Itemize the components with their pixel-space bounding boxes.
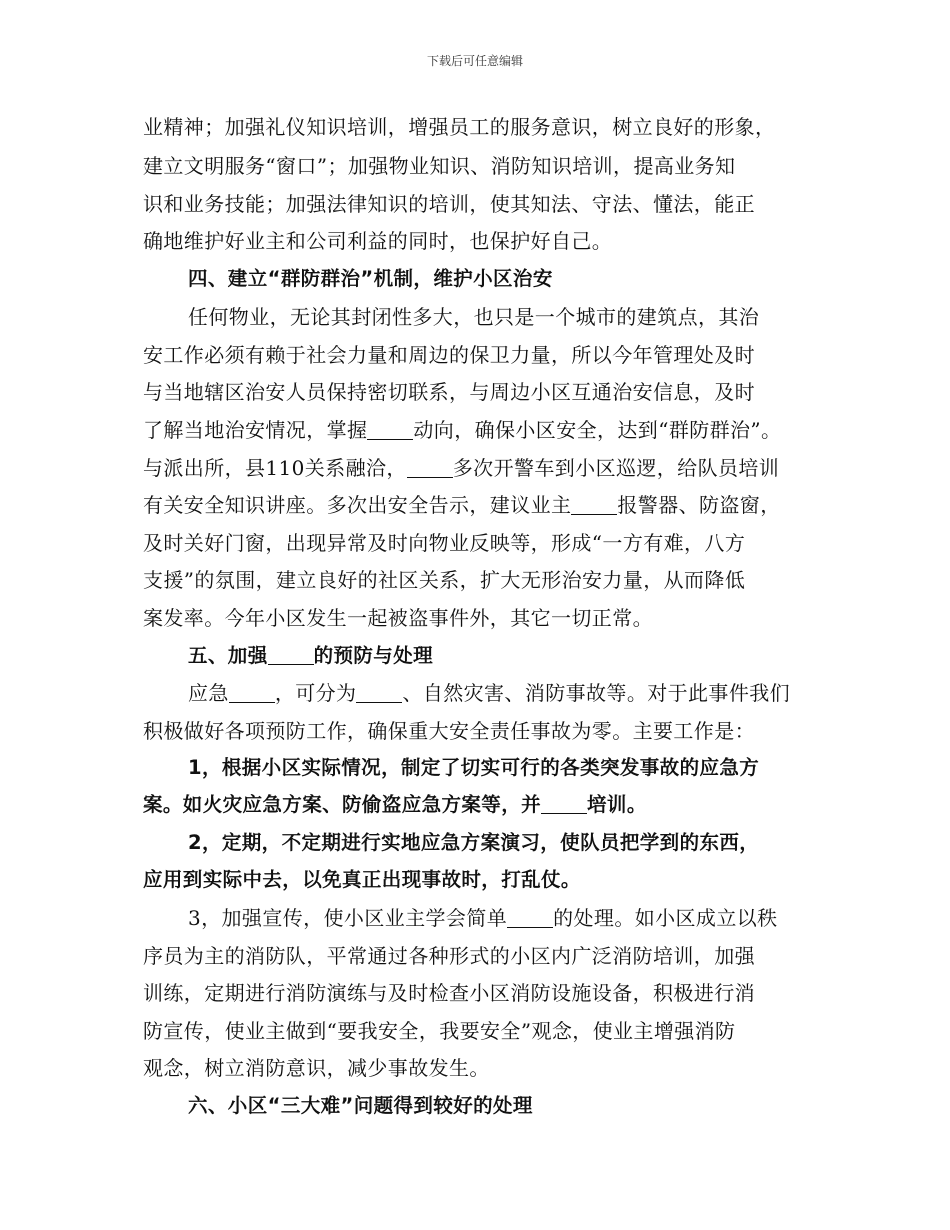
text-segment: 积极做好各项预防工作，确保重大安全责任事故为零。主要工作是： <box>143 719 755 743</box>
text-segment: 1，根据小区实际情况，制定了切实可行的各类突发事故的应急方 <box>188 756 760 779</box>
text-segment: 确地维护好业主和公司利益的同时，也保护好自己。 <box>143 229 613 253</box>
text-line <box>143 564 745 596</box>
text-segment: 业精神；加强礼仪知识培训，增强员工的服务意识，树立良好的形象， <box>143 115 776 139</box>
text-segment: 报警器、防盗窗， <box>617 493 781 517</box>
section-heading-5 <box>188 640 433 672</box>
text-line <box>143 111 775 143</box>
fill-blank <box>229 682 275 703</box>
text-line <box>143 339 755 371</box>
fill-blank <box>507 907 553 928</box>
text-segment: 2，定期，不定期进行实地应急方案演习，使队员把学到的东西， <box>188 831 760 854</box>
text-line <box>143 452 779 484</box>
text-line <box>188 677 790 709</box>
text-segment: 识和业务技能；加强法律知识的培训，使其知法、守法、懂法，能正 <box>143 192 755 216</box>
text-line <box>143 1052 490 1084</box>
fill-blank <box>407 457 453 478</box>
text-segment: 3，加强宣传，使小区业主学会简单 <box>188 906 508 930</box>
text-segment: 的预防与处理 <box>313 644 434 667</box>
text-segment: 训练，定期进行消防演练与及时检查小区消防设施设备，积极进行消 <box>143 981 755 1005</box>
section-heading-4 <box>188 263 553 295</box>
text-segment: 动向，确保小区安全，达到“群防群治”。 <box>413 418 782 442</box>
fill-blank <box>571 494 617 515</box>
text-line <box>143 414 781 446</box>
fill-blank <box>268 644 314 665</box>
section-heading-6 <box>188 1090 533 1122</box>
page-header: 下载后可任意编辑 <box>426 54 523 68</box>
text-segment: ，可分为 <box>274 681 357 705</box>
text-segment: 任何物业，无论其封闭性多大，也只是一个城市的建筑点，其治 <box>188 305 760 329</box>
text-line <box>143 188 755 220</box>
text-segment: 序员为主的消防队，平常通过各种形式的小区内广泛消防培训，加强 <box>143 944 755 968</box>
text-line <box>143 789 647 821</box>
text-line <box>143 376 755 408</box>
text-segment: 应用到实际中去，以免真正出现事故时，打乱仗。 <box>143 868 581 891</box>
text-line <box>143 225 612 257</box>
text-segment: 与当地辖区治安人员保持密切联系，与周边小区互通治安信息，及时 <box>143 380 755 404</box>
fill-blank <box>541 793 587 814</box>
text-segment: 案发率。今年小区发生一起被盗事件外，其它一切正常。 <box>143 606 653 630</box>
fill-blank <box>367 419 413 440</box>
text-segment: 、自然灾害、消防事故等。对于此事件我们 <box>402 681 791 705</box>
text-line <box>143 602 653 634</box>
text-line <box>143 864 581 896</box>
text-line <box>143 1015 735 1047</box>
text-segment: 建立文明服务“窗口”；加强物业知识、消防知识培训，提高业务知 <box>143 154 736 178</box>
text-segment: 培训。 <box>587 793 647 816</box>
text-segment: 有关安全知识讲座。多次出安全告示，建议业主 <box>143 493 572 517</box>
text-segment: 案。如火灾应急方案、防偷盗应急方案等，并 <box>143 793 542 816</box>
text-segment: 四、建立“群防群治”机制，维护小区治安 <box>188 267 553 290</box>
text-line <box>143 527 745 559</box>
text-line <box>143 489 781 521</box>
text-line <box>188 752 759 784</box>
text-segment: 防宣传，使业主做到“要我安全，我要安全”观念，使业主增强消防 <box>143 1019 736 1043</box>
text-segment: 观念，树立消防意识，减少事故发生。 <box>143 1056 490 1080</box>
text-segment: 安工作必须有赖于社会力量和周边的保卫力量，所以今年管理处及时 <box>143 343 755 367</box>
fill-blank <box>356 682 402 703</box>
text-segment: 的处理。如小区成立以秩 <box>553 906 778 930</box>
text-line <box>188 827 759 859</box>
text-line <box>143 977 755 1009</box>
text-line <box>188 301 759 333</box>
text-segment: 六、小区“三大难”问题得到较好的处理 <box>188 1094 533 1117</box>
text-line <box>143 150 735 182</box>
text-segment: 与派出所，县110关系融洽， <box>143 456 407 480</box>
text-segment: 多次开警车到小区巡逻，给队员培训 <box>452 456 780 480</box>
text-segment: 及时关好门窗，出现异常及时向物业反映等，形成“一方有难，八方 <box>143 531 746 555</box>
text-segment: 五、加强 <box>188 644 268 667</box>
text-segment: 支援”的氛围，建立良好的社区关系，扩大无形治安力量，从而降低 <box>143 568 746 592</box>
text-line <box>188 902 778 934</box>
text-segment: 了解当地治安情况，掌握 <box>143 418 368 442</box>
text-line <box>143 940 755 972</box>
text-line <box>143 715 755 747</box>
text-segment: 应急 <box>188 681 229 705</box>
